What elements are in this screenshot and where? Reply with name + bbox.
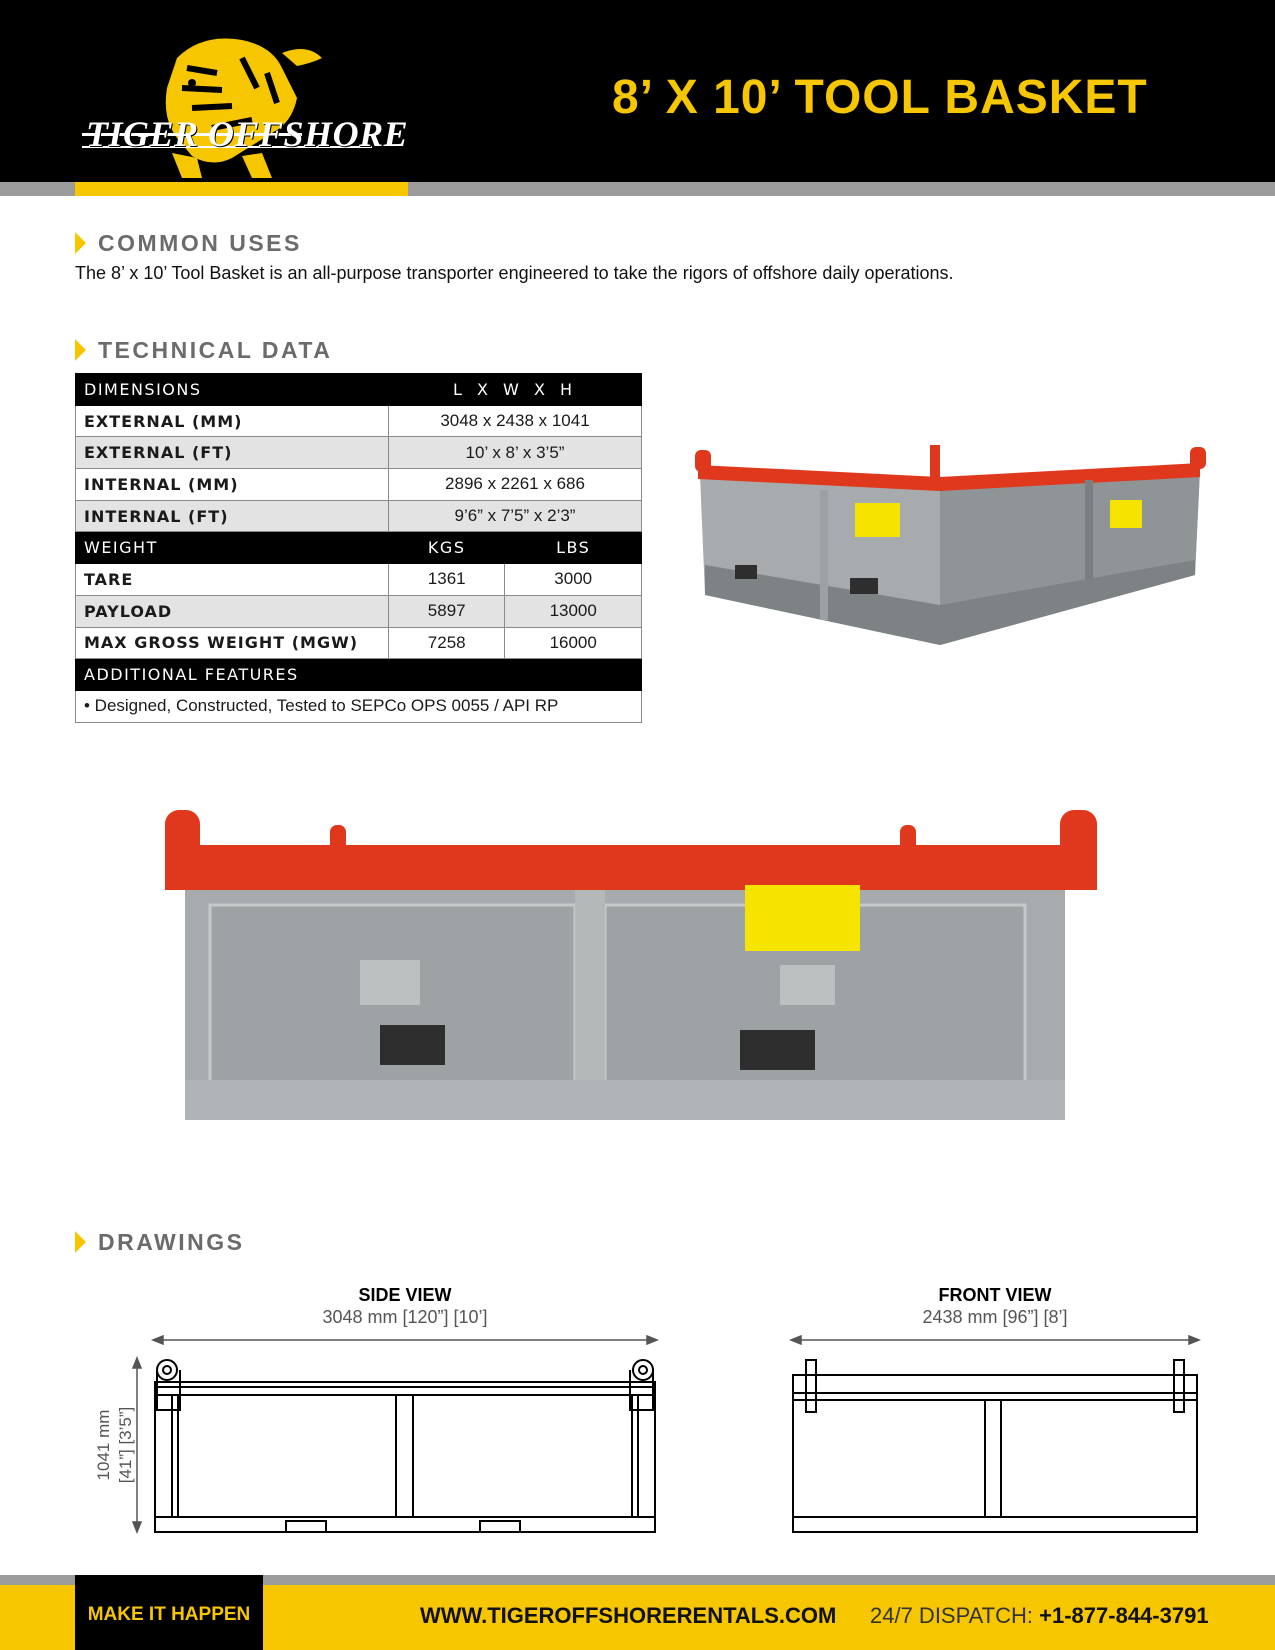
weight-kgs: 7258 [389, 627, 505, 659]
table-row [76, 627, 642, 659]
table-row [76, 690, 642, 722]
dimension-value: 2896 x 2261 x 686 [389, 469, 642, 501]
dimensions-cols-header: L X W X H [389, 374, 642, 406]
weight-label: PAYLOAD [76, 595, 389, 627]
tiger-logo [82, 28, 402, 178]
dimension-label: INTERNAL (MM) [76, 469, 389, 501]
technical-data-heading [75, 335, 332, 365]
basket-photo-isometric [690, 445, 1210, 655]
dimension-value: 3048 x 2438 x 1041 [389, 405, 642, 437]
dimension-label: EXTERNAL (FT) [76, 437, 389, 469]
table-row [76, 595, 642, 627]
table-header-row [76, 532, 642, 564]
dimension-value: 10’ x 8’ x 3’5” [389, 437, 642, 469]
common-uses-label: COMMON USES [98, 229, 302, 256]
side-view-title: SIDE VIEW [358, 1285, 452, 1305]
weight-label: MAX GROSS WEIGHT (MGW) [76, 627, 389, 659]
arrow-icon [75, 1231, 86, 1253]
dimension-value: 9’6” x 7’5” x 2’3” [389, 500, 642, 532]
dimension-label: INTERNAL (FT) [76, 500, 389, 532]
arrow-icon [75, 232, 86, 254]
weight-lbs: 16000 [505, 627, 642, 659]
table-row [76, 564, 642, 596]
drawings-heading [75, 1227, 245, 1257]
website-link[interactable]: WWW.TIGEROFFSHORERENTALS.COM [420, 1603, 837, 1628]
side-view-height [93, 1375, 143, 1515]
technical-data-table [75, 373, 642, 723]
common-uses-text: The 8’ x 10’ Tool Basket is an all-purpose transporter engineered to take the rigors of offshore daily operations. [75, 263, 954, 283]
front-view-title: FRONT VIEW [938, 1285, 1052, 1305]
dispatch-label: 24/7 DISPATCH: [870, 1603, 1034, 1628]
table-row [76, 469, 642, 501]
side-view-height-in: [41”] [3’5”] [116, 1406, 135, 1484]
feature-item: • Designed, Constructed, Tested to SEPCo OPS 0055 / API RP [76, 690, 642, 722]
table-row [76, 500, 642, 532]
basket-photo-side [165, 810, 1097, 1130]
page-title: 8’ X 10’ TOOL BASKET [612, 71, 1148, 124]
header-accent-stripe [75, 182, 408, 196]
weight-kgs: 5897 [389, 595, 505, 627]
weight-lbs: 13000 [505, 595, 642, 627]
table-header-row [76, 659, 642, 691]
common-uses-heading [75, 228, 302, 258]
side-view-height-mm: 1041 mm [94, 1409, 113, 1481]
table-row [76, 437, 642, 469]
front-view-width: 2438 mm [96”] [8’] [922, 1307, 1068, 1327]
tiger-icon [166, 38, 322, 178]
weight-header: WEIGHT [76, 532, 389, 564]
kgs-header: KGS [389, 532, 505, 564]
features-header: ADDITIONAL FEATURES [76, 659, 642, 691]
side-view-drawing [120, 1325, 665, 1540]
dimensions-header: DIMENSIONS [76, 374, 389, 406]
dispatch-phone[interactable]: +1-877-844-3791 [1039, 1603, 1209, 1628]
table-row [76, 405, 642, 437]
front-view-drawing [785, 1325, 1205, 1540]
weight-lbs: 3000 [505, 564, 642, 596]
weight-kgs: 1361 [389, 564, 505, 596]
dimension-label: EXTERNAL (MM) [76, 405, 389, 437]
footer-tagline: MAKE IT HAPPEN [87, 1604, 251, 1625]
arrow-icon [75, 339, 86, 361]
side-view-width: 3048 mm [120”] [10’] [322, 1307, 488, 1327]
dispatch-contact [870, 1603, 1209, 1629]
lbs-header: LBS [505, 532, 642, 564]
table-header-row [76, 374, 642, 406]
brand-wordmark: TIGER OFFSHORE [86, 114, 409, 154]
weight-label: TARE [76, 564, 389, 596]
drawings-label: DRAWINGS [98, 1228, 245, 1255]
technical-data-label: TECHNICAL DATA [98, 336, 333, 363]
